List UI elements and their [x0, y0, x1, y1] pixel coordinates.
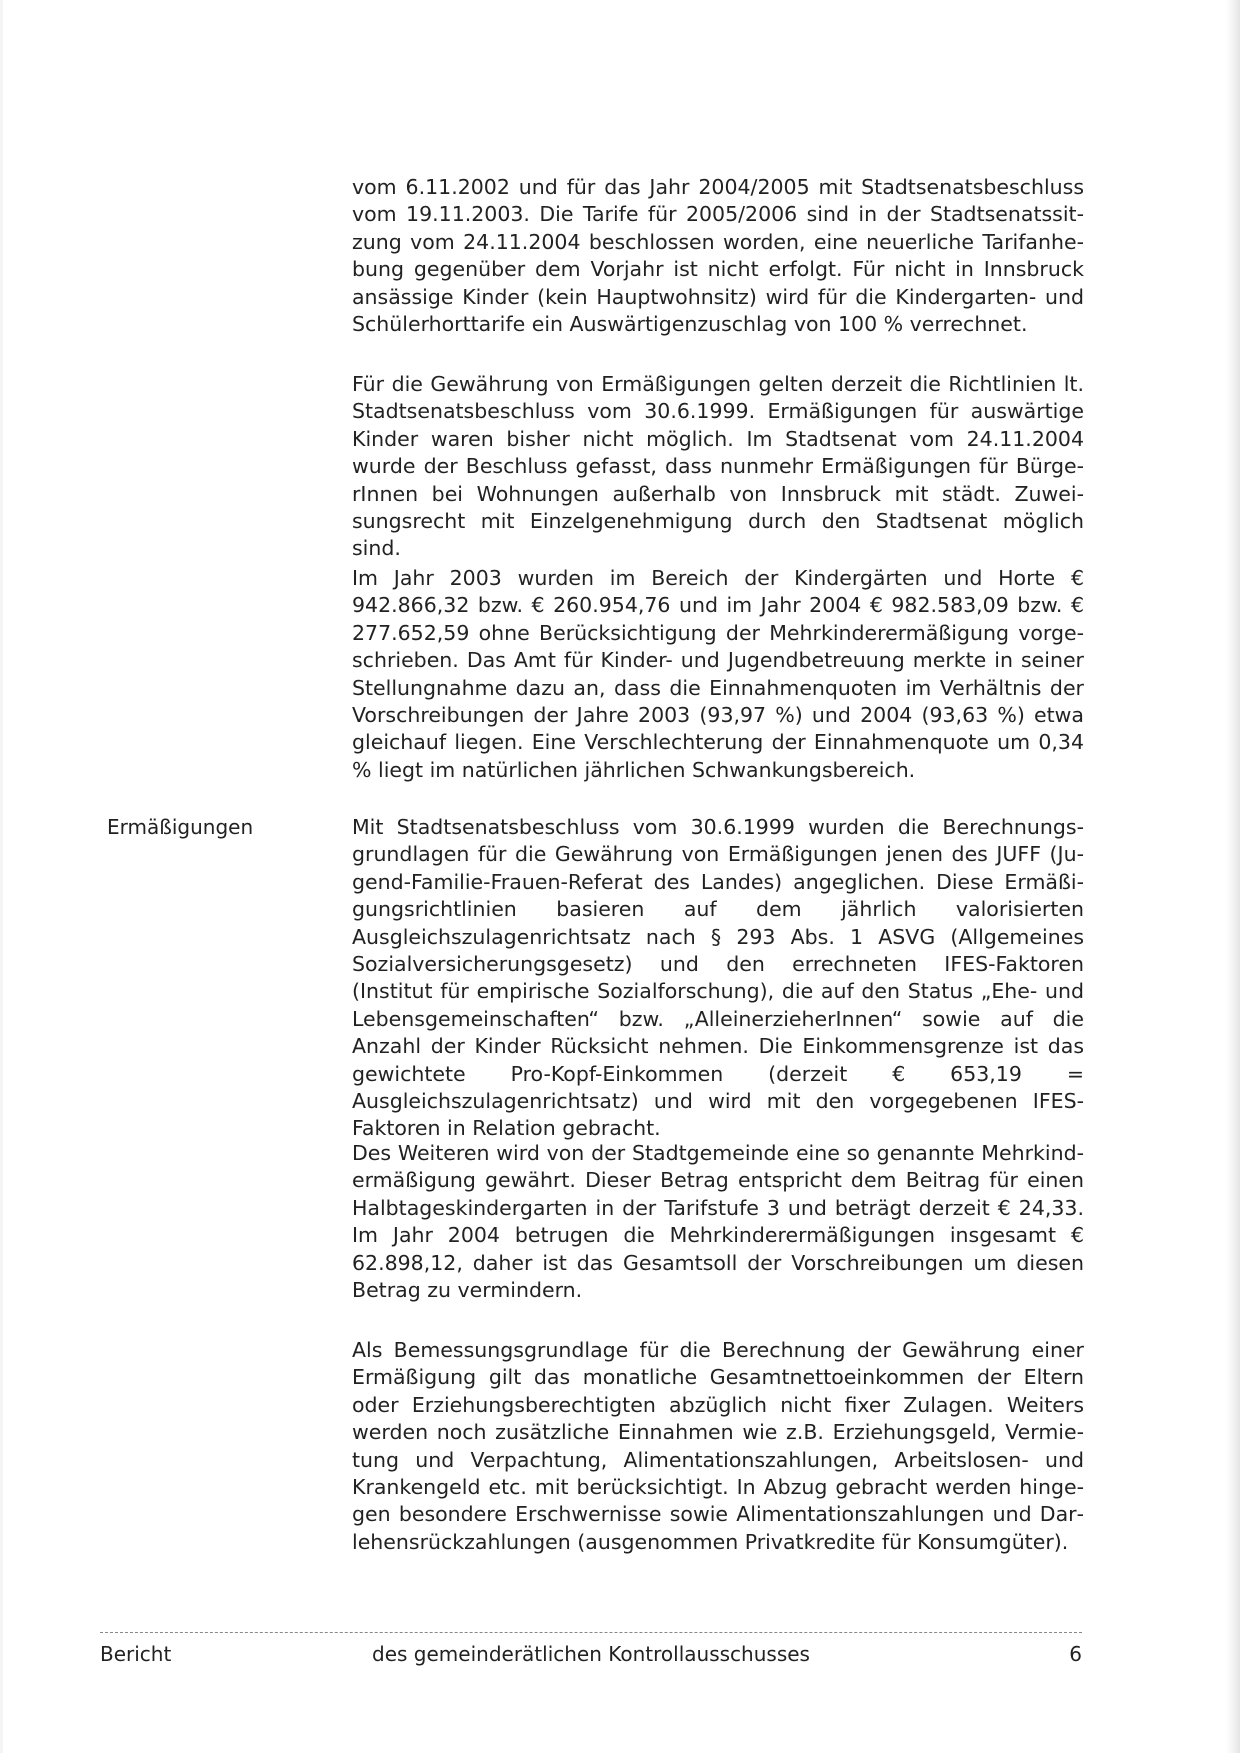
- body-paragraph-1: vom 6.11.2002 und für das Jahr 2004/2005 mit Stadtsenatsbeschluss vom 19.11.2003. Die Tarife für 2005/2006 sind in der Stadtsenatssitzung vom 24.11.2004 beschlossen worden, eine neuerliche Tarifanhebung gegenüber dem Vorjahr ist nicht erfolgt. Für nicht in Innsbruck ansässige Kinder (kein Hauptwohnsitz) wird für die Kindergarten- und Schülerhorttarife ein Auswärtigenzuschlag von 100 % verrechnet.: [352, 175, 1084, 337]
- body-paragraph-4: Mit Stadtsenatsbeschluss vom 30.6.1999 wurden die Berechnungsgrundlagen für die Gewährung von Ermäßigungen jenen des JUFF (Jugend-Familie-Frauen-Referat des Landes) angeglichen. Diese Ermäßigungsrichtlinien basieren auf dem jährlich valorisierten Ausgleichszulagenrichtsatz nach § 293 Abs. 1 ASVG (Allgemeines Sozialversicherungsgesetz) und den errechneten IFES-Faktoren (Institut für empirische Sozialforschung), die auf den Status „Ehe- und Lebensgemeinschaften“ bzw. „AlleinerzieherInnen“ sowie auf die Anzahl der Kinder Rücksicht nehmen. Die Einkommensgrenze ist das gewichtete Pro-Kopf-Einkommen (derzeit € 653,19 = Ausgleichszulagenrichtsatz) und wird mit den vorgegebenen IFES-Faktoren in Relation gebracht.: [352, 815, 1084, 1141]
- body-paragraph-5: Des Weiteren wird von der Stadtgemeinde eine so genannte Mehrkindermäßigung gewährt. Dieser Betrag entspricht dem Beitrag für einen Halbtageskindergarten in der Tarifstufe 3 und beträgt derzeit € 24,33. Im Jahr 2004 betrugen die Mehrkinderermäßigungen insgesamt € 62.898,12, daher ist das Gesamtsoll der Vorschreibungen um diesen Betrag zu vermindern.: [352, 1141, 1084, 1303]
- margin-heading-ermaessigungen: Ermäßigungen: [107, 815, 254, 839]
- body-paragraph-2: Für die Gewährung von Ermäßigungen gelten derzeit die Richtlinien lt. Stadtsenatsbeschluss vom 30.6.1999. Ermäßigungen für auswärtige Kinder waren bisher nicht möglich. Im Stadtsenat vom 24.11.2004 wurde der Beschluss gefasst, dass nunmehr Ermäßigungen für BürgerInnen bei Wohnungen außerhalb von Innsbruck mit städt. Zuweisungsrecht mit Einzelgenehmigung durch den Stadtsenat möglich sind.: [352, 372, 1084, 561]
- page-number: 6: [1069, 1642, 1082, 1666]
- scan-edge-right: [1226, 0, 1240, 1753]
- body-paragraph-6: Als Bemessungsgrundlage für die Berechnung der Gewährung einer Ermäßigung gilt das monatliche Gesamtnettoeinkommen der Eltern oder Erziehungsberechtigten abzüglich nicht fixer Zulagen. Weiters werden noch zusätzliche Einnahmen wie z.B. Erziehungsgeld, Vermietung und Verpachtung, Alimentationszahlungen, Arbeitslosen- und Krankengeld etc. mit berücksichtigt. In Abzug gebracht werden hingegen besondere Erschwernisse sowie Alimentationszahlungen und Darlehensrückzahlungen (ausgenommen Privatkredite für Konsumgüter).: [352, 1338, 1084, 1554]
- footer-divider: [100, 1632, 1082, 1633]
- footer-left-text: Bericht: [100, 1642, 172, 1666]
- footer-center-text: des gemeinderätlichen Kontrollausschusses: [372, 1642, 810, 1666]
- page-footer: [100, 1640, 1082, 1668]
- scan-edge-left: [0, 0, 3, 1753]
- body-paragraph-3: Im Jahr 2003 wurden im Bereich der Kindergärten und Horte € 942.866,32 bzw. € 260.954,76 und im Jahr 2004 € 982.583,09 bzw. € 277.652,59 ohne Berücksichtigung der Mehrkinderermäßigung vorgeschrieben. Das Amt für Kinder- und Jugendbetreuung merkte in seiner Stellungnahme dazu an, dass die Einnahmenquoten im Verhältnis der Vorschreibungen der Jahre 2003 (93,97 %) und 2004 (93,63 %) etwa gleichauf liegen. Eine Verschlechterung der Einnahmenquote um 0,34 % liegt im natürlichen jährlichen Schwankungsbereich.: [352, 566, 1084, 782]
